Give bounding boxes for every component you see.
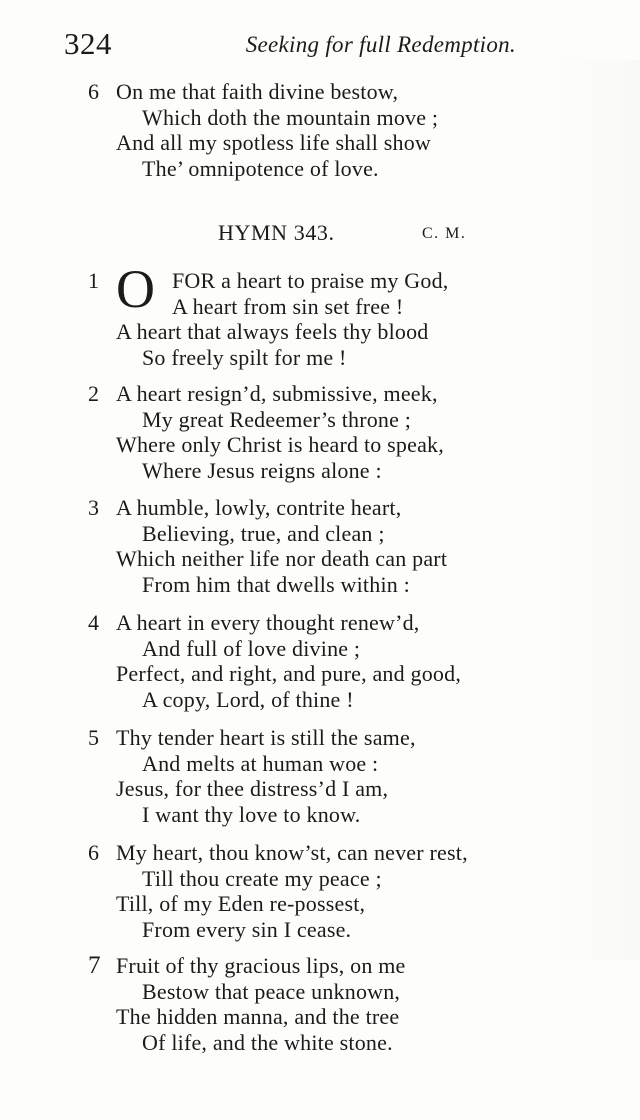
verse-line: From him that dwells within : [142,571,410,597]
verse-line: The’ omnipotence of love. [142,155,379,181]
verse-line: The hidden manna, and the tree [116,1004,400,1029]
page-number: 324 [64,26,112,61]
verse-line: My heart, thou know’st, can never rest, [116,840,468,865]
verse-line: From every sin I cease. [142,916,352,942]
verse-line: A heart in every thought renew’d, [116,610,420,635]
verse-line: Where Jesus reigns alone : [142,457,382,483]
hymn-heading [218,220,478,250]
hymn-meter: C. M. [422,225,467,242]
stanza-number: 6 [88,840,99,865]
verse-line: And all my spotless life shall show [116,130,431,155]
verse-line: Thy tender heart is still the same, [116,725,416,750]
verse-line: Jesus, for thee distress’d I am, [116,776,389,801]
verse-line: I want thy love to know. [142,801,361,827]
stanza-number: 5 [88,725,99,750]
verse-line: Believing, true, and clean ; [142,520,385,546]
running-title: Seeking for full Redemption. [245,32,516,57]
verse-line: On me that faith divine bestow, [116,79,399,104]
stanza-number: 2 [88,381,99,406]
verse-line: A copy, Lord, of thine ! [142,686,354,712]
drop-cap: O [116,259,155,319]
verse-line: My great Redeemer’s throne ; [142,406,412,432]
verse-line: Where only Christ is heard to speak, [116,432,444,457]
stanza-number: 6 [88,79,99,104]
stanza-number: 3 [88,495,99,520]
stanza-number: 7 [88,952,101,979]
verse-line: A heart resign’d, submissive, meek, [116,381,438,406]
verse-line: A heart that always feels thy blood [116,319,429,344]
verse-line: A humble, lowly, contrite heart, [116,495,402,520]
verse-line: And full of love divine ; [142,635,361,661]
verse-line: Which neither life nor death can part [116,546,448,571]
verse-line: And melts at human woe : [142,750,379,776]
verse-line: Till thou create my peace ; [142,865,382,891]
verse-line: Fruit of thy gracious lips, on me [116,953,406,978]
verse-line: A heart from sin set free ! [172,293,404,319]
verse-line: So freely spilt for me ! [142,344,347,370]
verse-line: Which doth the mountain move ; [142,104,439,130]
page-header [64,26,516,66]
stanza-number: 1 [88,268,99,293]
hymn-title: HYMN 343. [218,220,335,245]
verse-line: Of life, and the white stone. [142,1029,393,1055]
stanza-number: 4 [88,610,99,635]
verse-line: Bestow that peace unknown, [142,978,401,1004]
verse-line: Till, of my Eden re-possest, [116,891,366,916]
verse-line: Perfect, and right, and pure, and good, [116,661,462,686]
show-through-shadow [550,60,640,960]
verse-line: FOR a heart to praise my God, [172,268,449,293]
